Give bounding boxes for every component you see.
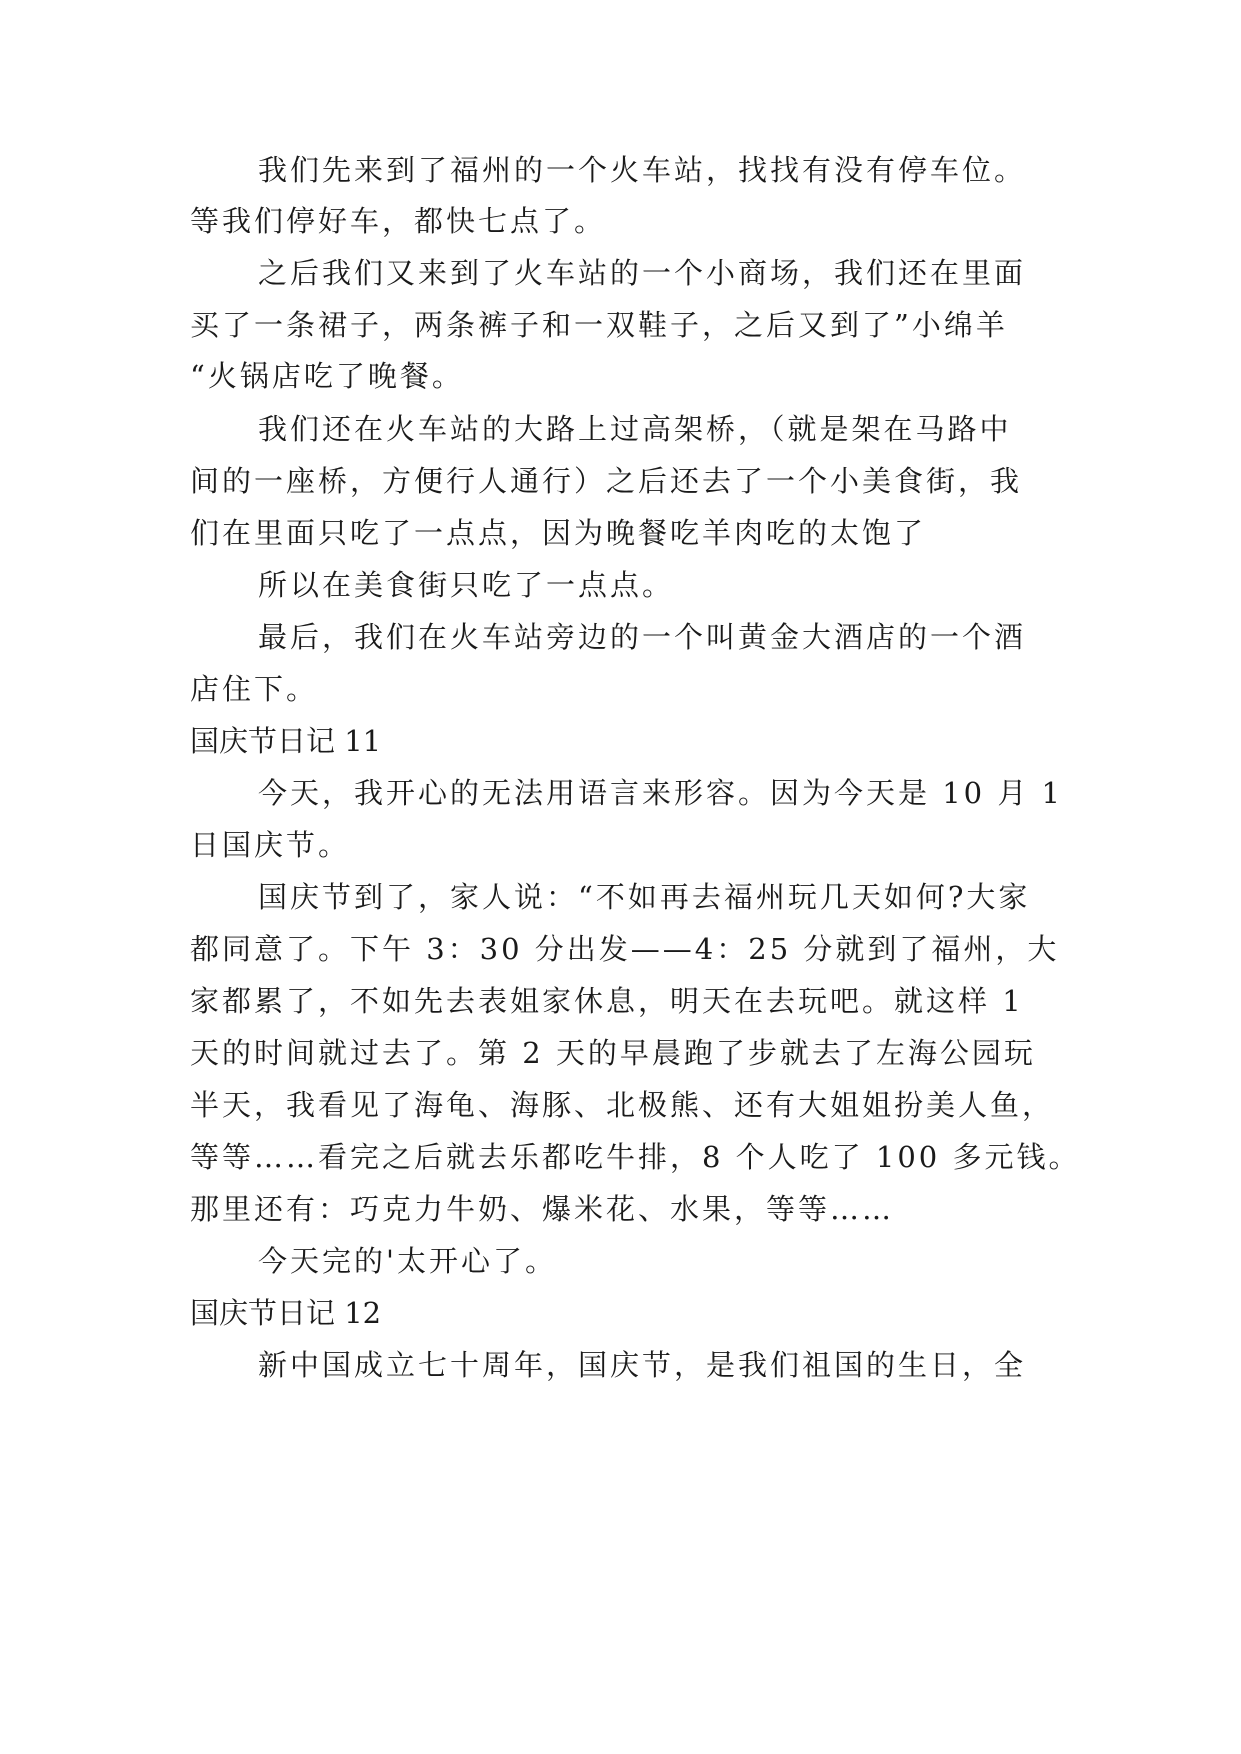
paragraph-line: 等等……看完之后就去乐都吃牛排，8 个人吃了 100 多元钱。 <box>190 1140 1081 1174</box>
paragraph-line: 日国庆节。 <box>190 828 351 862</box>
paragraph-line: 国庆节到了，家人说：“不如再去福州玩几天如何?大家 <box>258 880 1031 914</box>
paragraph-line: 新中国成立七十周年，国庆节，是我们祖国的生日，全 <box>258 1348 1027 1382</box>
paragraph-line: 都同意了。下午 3：30 分出发——4：25 分就到了福州，大 <box>190 932 1060 966</box>
paragraph-line: 今天，我开心的无法用语言来形容。因为今天是 10 月 1 <box>258 776 1064 810</box>
paragraph-line: 那里还有：巧克力牛奶、爆米花、水果，等等…… <box>190 1192 895 1226</box>
paragraph-line: 我们先来到了福州的一个火车站，找找有没有停车位。 <box>258 153 1027 187</box>
paragraph-line: “火锅店吃了晚餐。 <box>190 359 464 393</box>
paragraph-line: 今天完的'太开心了。 <box>258 1244 557 1278</box>
paragraph-line: 最后，我们在火车站旁边的一个叫黄金大酒店的一个酒 <box>258 620 1027 654</box>
paragraph-line: 买了一条裙子，两条裤子和一双鞋子，之后又到了”小绵羊 <box>190 308 1008 342</box>
paragraph-line: 天的时间就过去了。第 2 天的早晨跑了步就去了左海公园玩 <box>190 1036 1036 1070</box>
paragraph-line: 家都累了，不如先去表姐家休息，明天在去玩吧。就这样 1 <box>190 984 1024 1018</box>
section-heading: 国庆节日记 11 <box>190 724 382 758</box>
paragraph-line: 半天，我看见了海龟、海豚、北极熊、还有大姐姐扮美人鱼， <box>190 1088 1055 1122</box>
paragraph-line: 等我们停好车，都快七点了。 <box>190 204 607 238</box>
paragraph-line: 我们还在火车站的大路上过高架桥，（就是架在马路中 <box>258 412 1012 446</box>
paragraph-line: 店住下。 <box>190 672 319 706</box>
paragraph-line: 所以在美食街只吃了一点点。 <box>258 568 675 602</box>
paragraph-line: 间的一座桥，方便行人通行）之后还去了一个小美食街，我 <box>190 464 1023 498</box>
paragraph-line: 们在里面只吃了一点点，因为晚餐吃羊肉吃的太饱了 <box>190 516 927 550</box>
section-heading: 国庆节日记 12 <box>190 1296 382 1330</box>
paragraph-line: 之后我们又来到了火车站的一个小商场，我们还在里面 <box>258 256 1027 290</box>
